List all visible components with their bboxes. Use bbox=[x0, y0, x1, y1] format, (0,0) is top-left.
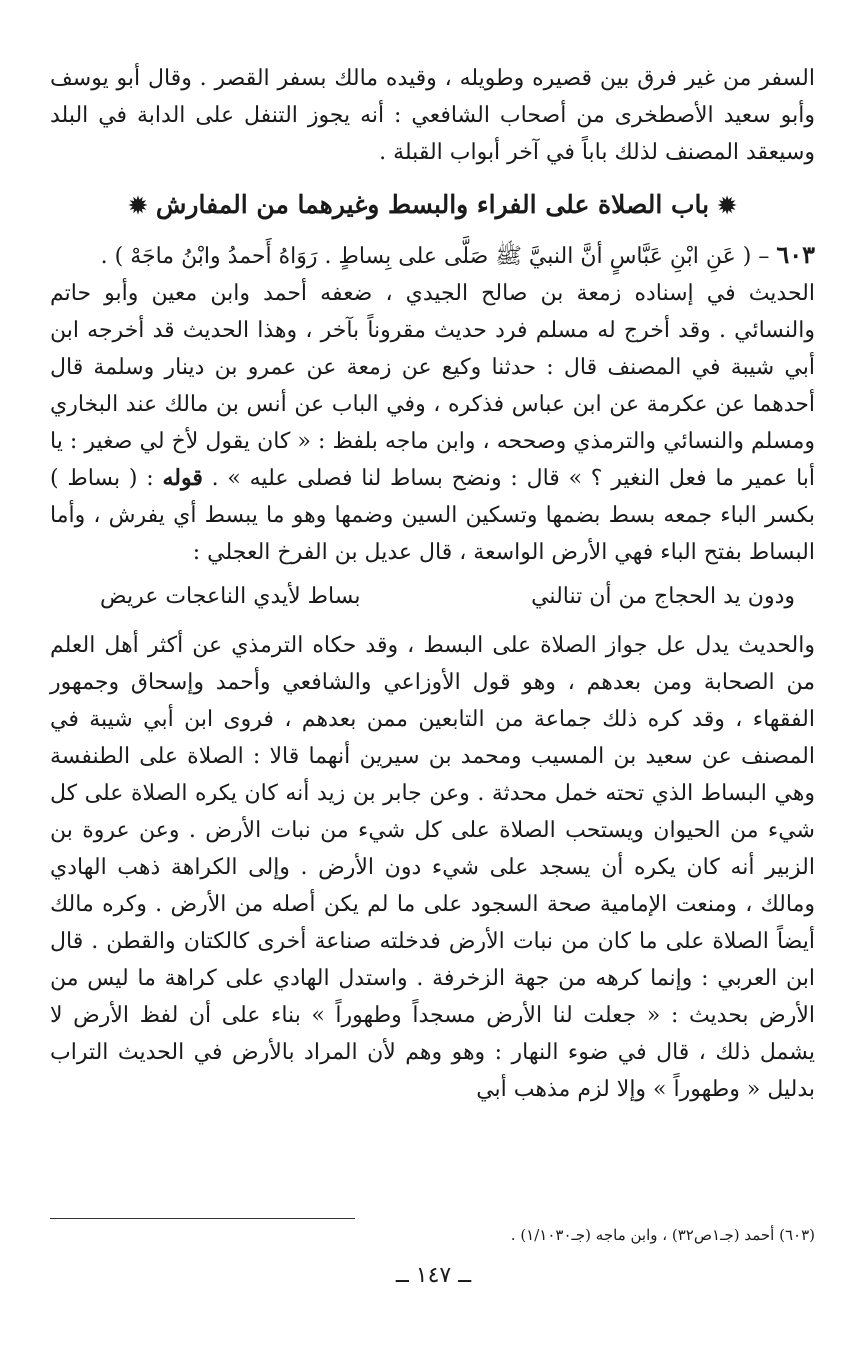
hadith-number: ٦٠٣ bbox=[776, 240, 815, 269]
hadith-text: – ( عَنِ ابْنِ عَبَّاسٍ أنَّ النبيَّ ﷺ صَلَّى على بِساطٍ . رَوَاهُ أَحمدُ وابْنُ ماجَهْ ) . bbox=[100, 244, 770, 269]
chapter-title: باب الصلاة على الفراء والبسط وغيرهما من المفارش bbox=[155, 190, 710, 219]
intro-paragraph: السفر من غير فرق بين قصيره وطويله ، وقيده مالك بسفر القصر . وقال أبو يوسف وأبو سعيد الأصطخرى من أصحاب الشافعي : أنه يجوز التنفل على الدابة في البلد وسيعقد المصنف لذلك باباً في آخر أبواب القبلة . bbox=[50, 66, 815, 165]
verse-first-hemistich: ودون يد الحجاج من أن تنالني bbox=[531, 584, 795, 609]
hadith-entry bbox=[50, 236, 815, 275]
poetry-verse bbox=[50, 571, 815, 627]
page-number: ــ ١٤٧ ــ bbox=[395, 1263, 472, 1288]
chapter-heading bbox=[50, 185, 815, 226]
verse-second-hemistich: بساط لأيدي الناعجات عريض bbox=[100, 584, 361, 609]
commentary-text-b: : ( بساط ) بكسر الباء جمعه بسط بضمها وتسكين السين وضمها وهو ما يبسط أي يفرش ، وأما البساط بفتح الباء فهي الأرض الواسعة ، قال عديل بن الفرخ العجلي : bbox=[50, 466, 815, 565]
commentary-paragraph bbox=[50, 275, 815, 571]
star-ornament-icon: ✹ bbox=[717, 193, 737, 219]
footnote: (٦٠٣) أحمد (جـ١ص٣٢) ، وابن ماجه (جـ١/١٠٣٠) . bbox=[510, 1226, 815, 1244]
discussion-paragraph: والحديث يدل عل جواز الصلاة على البسط ، وقد حكاه الترمذي عن أكثر أهل العلم من الصحابة ومن بعدهم ، وهو قول الأوزاعي والشافعي وأحمد وإسحاق وجمهور الفقهاء ، وقد كره ذلك جماعة من التابعين ممن بعدهم ، فروى ابن أبي شيبة في المصنف عن سعيد بن المسيب ومحمد بن سيرين أنهما قالا : الصلاة على الطنفسة وهي البساط الذي تحته خمل محدثة . وعن جابر بن زيد أنه كان يكره الصلاة على كل شيء من الحيوان ويستحب الصلاة على كل شيء من نبات الأرض . وعن عروة بن الزبير أنه كان يكره أن يسجد على شيء دون الأرض . وإلى الكراهة ذهب الهادي ومالك ، ومنعت الإمامية صحة السجود على ما لم يكن أصله من الأرض . وكره مالك أيضاً الصلاة على ما كان من نبات الأرض فدخلته صناعة أخرى كالكتان والقطن . قال ابن العربي : وإنما كرهه من جهة الزخرفة . واستدل الهادي على كراهة ما ليس من الأرض بحديث : « جعلت لنا الأرض مسجداً وطهوراً » بناء على أن لفظ الأرض لا يشمل ذلك ، قال في ضوء النهار : وهو وهم لأن المراد بالأرض في الحديث التراب بدليل « وطهوراً » وإلا لزم مذهب أبي bbox=[50, 633, 815, 1102]
commentary-text-a: الحديث في إسناده زمعة بن صالح الجيدي ، ضعفه أحمد وابن معين وأبو حاتم والنسائي . وقد أخرج له مسلم فرد حديث مقروناً بآخر ، وهذا الحديث قد أخرجه ابن أبي شيبة في المصنف قال : حدثنا وكيع عن زمعة عن عمرو بن دينار وسلمة قال أحدهما عن عكرمة عن ابن عباس فذكره ، وفي الباب عن أنس بن مالك عند البخاري ومسلم والنسائي والترمذي وصححه ، وابن ماجه بلفظ : « كان يقول لأخ لي صغير : يا أبا عمير ما فعل النغير ؟ » قال : ونضح بساط لنا فصلى عليه » . bbox=[50, 281, 816, 491]
footnote-divider bbox=[50, 1218, 355, 1219]
qawluhu-label: قوله bbox=[162, 465, 203, 491]
star-ornament-icon: ✹ bbox=[128, 193, 148, 219]
